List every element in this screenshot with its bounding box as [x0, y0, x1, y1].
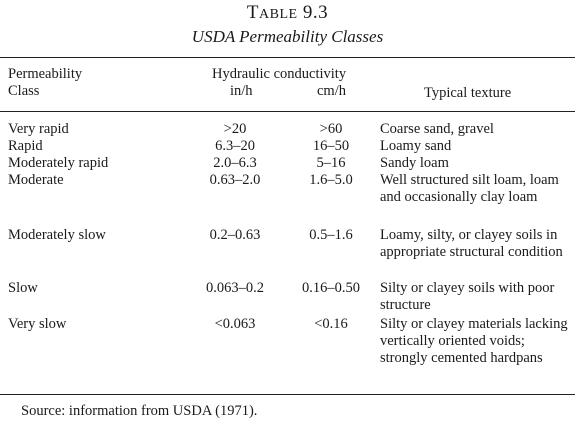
- source-note: Source: information from USDA (1971).: [21, 403, 258, 419]
- row-cm-h: 5–16: [316, 155, 346, 171]
- header-class-line1: Permeability: [8, 66, 83, 82]
- row-in-h: 0.63–2.0: [209, 172, 261, 188]
- row-class: Moderately slow: [8, 227, 106, 243]
- row-class: Very slow: [8, 316, 67, 332]
- row-cm-h: 0.5–1.6: [309, 227, 353, 243]
- bottom-rule: [0, 394, 575, 395]
- row-in-h: >20: [223, 121, 247, 137]
- header-in-per-hour: in/h: [230, 83, 253, 99]
- header-typical-texture: Typical texture: [424, 85, 512, 101]
- row-class: Very rapid: [8, 121, 69, 137]
- row-texture: Sandy loam: [380, 155, 449, 171]
- row-texture: Loamy sand: [380, 138, 452, 154]
- table-title: [0, 2, 575, 24]
- row-class: Rapid: [8, 138, 43, 154]
- table-title-prefix-small: ABLE: [259, 7, 298, 22]
- row-in-h: 6.3–20: [215, 138, 255, 154]
- header-cm-per-hour: cm/h: [317, 83, 346, 99]
- row-cm-h: <0.16: [314, 316, 348, 332]
- table-title-prefix-big: T: [246, 2, 260, 23]
- table-subtitle: USDA Permeability Classes: [191, 27, 384, 46]
- row-texture: Loamy, silty, or clayey soils in appropriate structural condition: [380, 227, 563, 260]
- table-title-number: 9.3: [297, 2, 329, 23]
- row-in-h: 0.2–0.63: [209, 227, 261, 243]
- row-class: Slow: [8, 280, 38, 296]
- row-texture: Coarse sand, gravel: [380, 121, 494, 137]
- row-cm-h: >60: [319, 121, 343, 137]
- row-class: Moderate: [8, 172, 64, 188]
- row-texture: Silty or clayey materials lacking vertically oriented voids; strongly cemented hardpans: [380, 316, 568, 366]
- header-class-line2: Class: [8, 83, 40, 99]
- row-texture: Well structured silt loam, loam and occasionally clay loam: [380, 172, 559, 205]
- row-cm-h: 16–50: [312, 138, 350, 154]
- row-cm-h: 0.16–0.50: [302, 280, 360, 296]
- row-in-h: 2.0–6.3: [213, 155, 257, 171]
- header-hydraulic-conductivity: Hydraulic conductivity: [212, 66, 347, 82]
- row-in-h: 0.063–0.2: [206, 280, 264, 296]
- row-class: Moderately rapid: [8, 155, 109, 171]
- row-in-h: <0.063: [214, 316, 256, 332]
- row-texture: Silty or clayey soils with poor structure: [380, 280, 555, 313]
- row-cm-h: 1.6–5.0: [309, 172, 353, 188]
- top-rule: [0, 57, 575, 58]
- header-rule: [0, 111, 575, 112]
